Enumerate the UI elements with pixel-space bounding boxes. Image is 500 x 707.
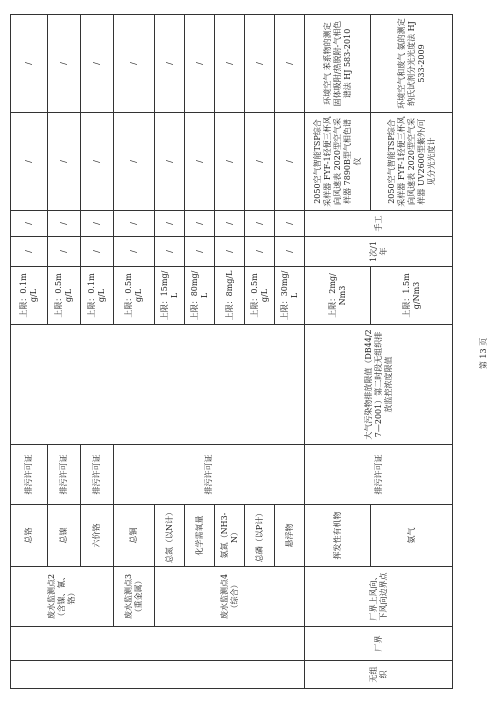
slash-cell: / [48,15,81,113]
pollutant-cell: 总镍 [48,505,81,567]
limit-cell: 上限：0.5mg/L [114,267,155,325]
limit-cell: 上限：0.1mg/L [81,267,114,325]
pollutant-cell: 总铬 [11,505,48,567]
limit-cell: 上限：8mg/L [215,267,245,325]
slash-cell: / [81,237,114,267]
blank-col1 [11,661,305,689]
slash-cell: / [81,113,114,211]
limit-cell: 上限：30mg/L [275,267,305,325]
slash-cell: / [275,211,305,237]
wastewater-point-4: 废水监测点4（综合） [155,567,305,627]
slash-cell: / [245,211,275,237]
slash-cell: / [81,211,114,237]
pollutant-cell: 悬浮物 [275,505,305,567]
analysis-method-cell: 环境空气和废气 氨的测定 纳氏试剂分光光度法 HJ 533-2009 [371,15,453,113]
slash-cell: / [185,113,215,211]
blank-standard [11,325,305,445]
slash-cell: / [155,237,185,267]
slash-cell: / [275,237,305,267]
standard-cell: 排污许可证 [48,445,81,505]
method-type-cell: 手工 [305,211,453,237]
permit-cell: 排污许可证 [305,445,453,505]
slash-cell: / [185,237,215,267]
slash-cell: / [215,15,245,113]
slash-cell: / [245,237,275,267]
blank-col2 [11,627,305,661]
equipment-cell: 2050空气智能TSP综合采样器 FYF-1轻便三杯风向风速表 2020型空气采样器 7890B型气相色谱仪 [305,113,371,211]
pollutant-cell: 化学需氧量 [185,505,215,567]
slash-cell: / [215,211,245,237]
slash-cell: / [11,113,48,211]
slash-cell: / [11,211,48,237]
limit-cell: 上限：15mg/L [155,267,185,325]
slash-cell: / [155,15,185,113]
frequency-cell: 1次/1年 [305,237,453,267]
pollutant-cell: 总氮（以N计） [155,505,185,567]
limit-cell: 上限：0.5mg/L [48,267,81,325]
equipment-cell: 2050空气智能TSP综合采样器 FYF-1轻便三杯风向风速表 2020型空气采样器 UV2600型紫外/可见分光光度计 [371,113,453,211]
pollutant-cell: 总铜 [114,505,155,567]
slash-cell: / [11,237,48,267]
slash-cell: / [114,15,155,113]
slash-cell: / [215,113,245,211]
slash-cell: / [48,237,81,267]
slash-cell: / [114,211,155,237]
limit-cell: 上限：1.5mg/Nm3 [371,267,453,325]
slash-cell: / [48,113,81,211]
table-row [305,15,371,689]
limit-cell: 上限：0.5mg/L [245,267,275,325]
slash-cell: / [11,15,48,113]
slash-cell: / [275,113,305,211]
slash-cell: / [185,211,215,237]
permit-cell: 排污许可证 [114,445,305,505]
wastewater-point-3: 废水监测点3（重金属） [114,567,155,627]
limit-cell: 上限：0.1mg/L [11,267,48,325]
limit-cell: 上限：2mg/Nm3 [305,267,371,325]
slash-cell: / [155,113,185,211]
wastewater-point-2: 废水监测点2（含镍、氰、铬） [11,567,114,627]
slash-cell: / [245,15,275,113]
standard-cell: 排污许可证 [81,445,114,505]
boundary-point: 厂界上风向、下风向边界点 [305,567,453,627]
pollutant-cell: 挥发性有机物 [305,505,371,567]
plant-label: 厂界 [305,627,453,661]
table-row [11,15,48,689]
slash-cell: / [81,15,114,113]
slash-cell: / [245,113,275,211]
monitoring-table [10,14,453,689]
analysis-method-cell: 环境空气 苯系物的测定 固体吸附/热脱附-气相色谱法 HJ 583-2010 [305,15,371,113]
pollutant-cell: 氨氮（NH3-N） [215,505,245,567]
slash-cell: / [215,237,245,267]
limit-cell: 上限：80mg/L [185,267,215,325]
page-number: 第 13 页 [479,337,488,370]
slash-cell: / [185,15,215,113]
pollutant-cell: 氨气 [371,505,453,567]
slash-cell: / [114,113,155,211]
slash-cell: / [275,15,305,113]
standard-cell: 排污许可证 [11,445,48,505]
slash-cell: / [114,237,155,267]
pollutant-cell: 六价铬 [81,505,114,567]
unorganized-label: 无组织 [305,661,453,689]
pollutant-cell: 总磷（以P计） [245,505,275,567]
slash-cell: / [155,211,185,237]
slash-cell: / [48,211,81,237]
emission-standard: 大气污染物排放限值（DB44/27—2001）第二时段无组织排放监控浓度限值 [305,325,453,445]
